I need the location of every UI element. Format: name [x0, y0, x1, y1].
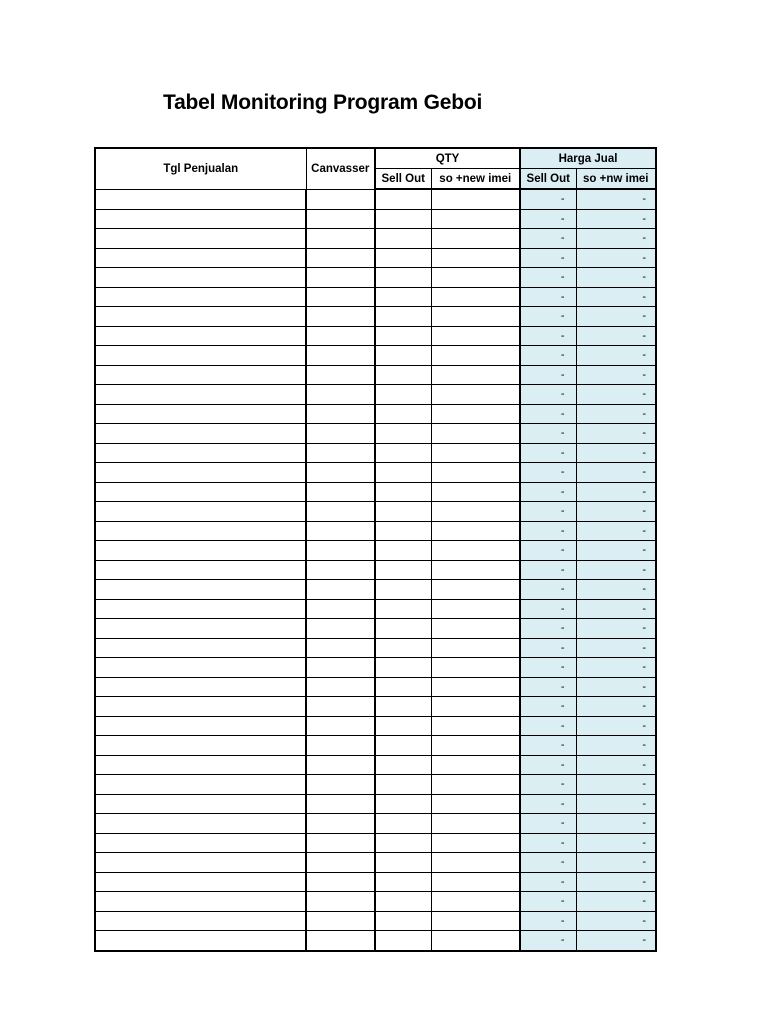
cell-harga-so-nw-imei: - — [576, 775, 656, 795]
cell-harga-so-nw-imei: - — [576, 658, 656, 678]
cell-harga-so-nw-imei: - — [576, 443, 656, 463]
cell-tgl-penjualan[interactable] — [95, 931, 306, 951]
cell-harga-sell-out: - — [520, 443, 576, 463]
cell-qty-so-new-imei[interactable] — [431, 248, 520, 268]
cell-canvasser[interactable] — [306, 677, 375, 697]
cell-qty-so-new-imei[interactable] — [431, 229, 520, 249]
cell-canvasser[interactable] — [306, 716, 375, 736]
cell-harga-sell-out: - — [520, 892, 576, 912]
cell-harga-sell-out: - — [520, 599, 576, 619]
cell-canvasser[interactable] — [306, 794, 375, 814]
cell-qty-sell-out[interactable] — [375, 502, 431, 522]
cell-tgl-penjualan[interactable] — [95, 209, 306, 229]
cell-canvasser[interactable] — [306, 443, 375, 463]
header-qty: QTY — [375, 148, 520, 169]
header-harga-so-nw-imei: so +nw imei — [576, 169, 656, 190]
cell-tgl-penjualan[interactable] — [95, 658, 306, 678]
cell-tgl-penjualan[interactable] — [95, 677, 306, 697]
cell-harga-so-nw-imei: - — [576, 229, 656, 249]
cell-tgl-penjualan[interactable] — [95, 463, 306, 483]
table-row — [95, 716, 656, 736]
cell-qty-sell-out[interactable] — [375, 307, 431, 327]
cell-canvasser[interactable] — [306, 365, 375, 385]
cell-canvasser[interactable] — [306, 521, 375, 541]
cell-qty-sell-out[interactable] — [375, 385, 431, 405]
cell-qty-so-new-imei[interactable] — [431, 268, 520, 288]
cell-qty-sell-out[interactable] — [375, 209, 431, 229]
cell-canvasser[interactable] — [306, 424, 375, 444]
table-row — [95, 931, 656, 951]
cell-tgl-penjualan[interactable] — [95, 580, 306, 600]
cell-harga-sell-out: - — [520, 482, 576, 502]
cell-qty-sell-out[interactable] — [375, 638, 431, 658]
cell-canvasser[interactable] — [306, 404, 375, 424]
cell-qty-sell-out[interactable] — [375, 658, 431, 678]
cell-qty-sell-out[interactable] — [375, 677, 431, 697]
cell-canvasser[interactable] — [306, 385, 375, 405]
table-row — [95, 443, 656, 463]
cell-tgl-penjualan[interactable] — [95, 599, 306, 619]
cell-qty-sell-out[interactable] — [375, 716, 431, 736]
cell-qty-sell-out[interactable] — [375, 853, 431, 873]
cell-harga-so-nw-imei: - — [576, 580, 656, 600]
cell-harga-sell-out: - — [520, 736, 576, 756]
cell-tgl-penjualan[interactable] — [95, 716, 306, 736]
cell-tgl-penjualan[interactable] — [95, 326, 306, 346]
table-row — [95, 307, 656, 327]
cell-qty-sell-out[interactable] — [375, 424, 431, 444]
cell-canvasser[interactable] — [306, 755, 375, 775]
table-row — [95, 853, 656, 873]
cell-tgl-penjualan[interactable] — [95, 482, 306, 502]
cell-tgl-penjualan[interactable] — [95, 911, 306, 931]
cell-qty-so-new-imei[interactable] — [431, 794, 520, 814]
cell-harga-sell-out: - — [520, 502, 576, 522]
table-row — [95, 755, 656, 775]
cell-canvasser[interactable] — [306, 638, 375, 658]
cell-canvasser[interactable] — [306, 287, 375, 307]
cell-qty-so-new-imei[interactable] — [431, 560, 520, 580]
cell-tgl-penjualan[interactable] — [95, 619, 306, 639]
cell-harga-sell-out: - — [520, 619, 576, 639]
cell-harga-sell-out: - — [520, 638, 576, 658]
cell-qty-so-new-imei[interactable] — [431, 189, 520, 209]
cell-harga-so-nw-imei: - — [576, 638, 656, 658]
cell-qty-sell-out[interactable] — [375, 580, 431, 600]
cell-qty-sell-out[interactable] — [375, 287, 431, 307]
cell-canvasser[interactable] — [306, 326, 375, 346]
cell-harga-so-nw-imei: - — [576, 326, 656, 346]
cell-qty-so-new-imei[interactable] — [431, 326, 520, 346]
cell-harga-so-nw-imei: - — [576, 209, 656, 229]
cell-qty-so-new-imei[interactable] — [431, 911, 520, 931]
table-row — [95, 541, 656, 561]
cell-qty-so-new-imei[interactable] — [431, 287, 520, 307]
cell-canvasser[interactable] — [306, 853, 375, 873]
cell-canvasser[interactable] — [306, 502, 375, 522]
cell-harga-so-nw-imei: - — [576, 287, 656, 307]
cell-qty-sell-out[interactable] — [375, 814, 431, 834]
header-tgl-penjualan: Tgl Penjualan — [95, 148, 306, 189]
cell-tgl-penjualan[interactable] — [95, 775, 306, 795]
cell-tgl-penjualan[interactable] — [95, 892, 306, 912]
cell-canvasser[interactable] — [306, 697, 375, 717]
cell-tgl-penjualan[interactable] — [95, 248, 306, 268]
cell-qty-sell-out[interactable] — [375, 697, 431, 717]
cell-harga-sell-out: - — [520, 521, 576, 541]
table-row — [95, 189, 656, 209]
cell-tgl-penjualan[interactable] — [95, 697, 306, 717]
cell-harga-sell-out: - — [520, 697, 576, 717]
cell-tgl-penjualan[interactable] — [95, 502, 306, 522]
cell-qty-so-new-imei[interactable] — [431, 482, 520, 502]
cell-harga-sell-out: - — [520, 911, 576, 931]
cell-qty-sell-out[interactable] — [375, 755, 431, 775]
cell-harga-so-nw-imei: - — [576, 560, 656, 580]
cell-qty-sell-out[interactable] — [375, 931, 431, 951]
cell-harga-so-nw-imei: - — [576, 911, 656, 931]
cell-canvasser[interactable] — [306, 229, 375, 249]
cell-harga-sell-out: - — [520, 794, 576, 814]
cell-harga-so-nw-imei: - — [576, 502, 656, 522]
cell-qty-so-new-imei[interactable] — [431, 716, 520, 736]
header-canvasser: Canvasser — [306, 148, 375, 189]
cell-tgl-penjualan[interactable] — [95, 833, 306, 853]
cell-harga-sell-out: - — [520, 424, 576, 444]
cell-tgl-penjualan[interactable] — [95, 424, 306, 444]
cell-tgl-penjualan[interactable] — [95, 443, 306, 463]
table-row — [95, 599, 656, 619]
cell-harga-sell-out: - — [520, 814, 576, 834]
cell-qty-so-new-imei[interactable] — [431, 580, 520, 600]
cell-tgl-penjualan[interactable] — [95, 346, 306, 366]
cell-qty-sell-out[interactable] — [375, 794, 431, 814]
cell-tgl-penjualan[interactable] — [95, 385, 306, 405]
table-row — [95, 775, 656, 795]
cell-qty-sell-out[interactable] — [375, 872, 431, 892]
cell-harga-sell-out: - — [520, 658, 576, 678]
cell-harga-sell-out: - — [520, 463, 576, 483]
cell-harga-so-nw-imei: - — [576, 482, 656, 502]
cell-canvasser[interactable] — [306, 911, 375, 931]
cell-qty-so-new-imei[interactable] — [431, 853, 520, 873]
table-row — [95, 892, 656, 912]
cell-qty-so-new-imei[interactable] — [431, 931, 520, 951]
cell-tgl-penjualan[interactable] — [95, 853, 306, 873]
header-harga-jual: Harga Jual — [520, 148, 656, 169]
cell-qty-so-new-imei[interactable] — [431, 443, 520, 463]
cell-harga-sell-out: - — [520, 931, 576, 951]
cell-harga-so-nw-imei: - — [576, 599, 656, 619]
page-title: Tabel Monitoring Program Geboi — [163, 91, 483, 114]
cell-qty-so-new-imei[interactable] — [431, 365, 520, 385]
cell-qty-sell-out[interactable] — [375, 268, 431, 288]
cell-harga-sell-out: - — [520, 326, 576, 346]
cell-canvasser[interactable] — [306, 892, 375, 912]
cell-harga-so-nw-imei: - — [576, 541, 656, 561]
table-row — [95, 619, 656, 639]
cell-harga-so-nw-imei: - — [576, 892, 656, 912]
cell-canvasser[interactable] — [306, 872, 375, 892]
cell-qty-sell-out[interactable] — [375, 346, 431, 366]
table-row — [95, 521, 656, 541]
cell-canvasser[interactable] — [306, 209, 375, 229]
cell-canvasser[interactable] — [306, 560, 375, 580]
cell-harga-so-nw-imei: - — [576, 716, 656, 736]
cell-harga-sell-out: - — [520, 541, 576, 561]
table-row — [95, 736, 656, 756]
monitoring-table — [94, 147, 657, 952]
table-row — [95, 268, 656, 288]
cell-canvasser[interactable] — [306, 463, 375, 483]
cell-tgl-penjualan[interactable] — [95, 189, 306, 209]
cell-tgl-penjualan[interactable] — [95, 307, 306, 327]
cell-tgl-penjualan[interactable] — [95, 541, 306, 561]
cell-tgl-penjualan[interactable] — [95, 521, 306, 541]
cell-qty-sell-out[interactable] — [375, 248, 431, 268]
table-row — [95, 482, 656, 502]
cell-qty-so-new-imei[interactable] — [431, 385, 520, 405]
cell-qty-so-new-imei[interactable] — [431, 521, 520, 541]
cell-qty-sell-out[interactable] — [375, 326, 431, 346]
cell-qty-sell-out[interactable] — [375, 833, 431, 853]
cell-qty-so-new-imei[interactable] — [431, 872, 520, 892]
cell-harga-so-nw-imei: - — [576, 404, 656, 424]
cell-harga-sell-out: - — [520, 229, 576, 249]
cell-harga-so-nw-imei: - — [576, 424, 656, 444]
cell-harga-sell-out: - — [520, 404, 576, 424]
cell-harga-sell-out: - — [520, 385, 576, 405]
cell-qty-so-new-imei[interactable] — [431, 833, 520, 853]
cell-qty-sell-out[interactable] — [375, 775, 431, 795]
cell-harga-sell-out: - — [520, 209, 576, 229]
cell-qty-sell-out[interactable] — [375, 365, 431, 385]
cell-qty-sell-out[interactable] — [375, 521, 431, 541]
cell-qty-so-new-imei[interactable] — [431, 697, 520, 717]
cell-qty-sell-out[interactable] — [375, 911, 431, 931]
header-qty-so-new-imei: so +new imei — [431, 169, 520, 190]
cell-harga-so-nw-imei: - — [576, 814, 656, 834]
cell-tgl-penjualan[interactable] — [95, 560, 306, 580]
cell-qty-so-new-imei[interactable] — [431, 502, 520, 522]
cell-canvasser[interactable] — [306, 541, 375, 561]
table-row — [95, 287, 656, 307]
cell-tgl-penjualan[interactable] — [95, 814, 306, 834]
table-row — [95, 346, 656, 366]
table-row — [95, 833, 656, 853]
cell-tgl-penjualan[interactable] — [95, 268, 306, 288]
cell-harga-so-nw-imei: - — [576, 248, 656, 268]
cell-harga-sell-out: - — [520, 580, 576, 600]
cell-harga-so-nw-imei: - — [576, 755, 656, 775]
table-row — [95, 911, 656, 931]
cell-tgl-penjualan[interactable] — [95, 736, 306, 756]
cell-qty-so-new-imei[interactable] — [431, 619, 520, 639]
cell-qty-so-new-imei[interactable] — [431, 755, 520, 775]
cell-qty-sell-out[interactable] — [375, 404, 431, 424]
table-row — [95, 814, 656, 834]
cell-harga-so-nw-imei: - — [576, 385, 656, 405]
cell-qty-so-new-imei[interactable] — [431, 775, 520, 795]
table-body — [95, 189, 656, 951]
cell-qty-sell-out[interactable] — [375, 541, 431, 561]
table-row — [95, 560, 656, 580]
cell-qty-so-new-imei[interactable] — [431, 638, 520, 658]
cell-harga-sell-out: - — [520, 346, 576, 366]
cell-tgl-penjualan[interactable] — [95, 638, 306, 658]
cell-tgl-penjualan[interactable] — [95, 872, 306, 892]
table-row — [95, 229, 656, 249]
table-row — [95, 209, 656, 229]
cell-canvasser[interactable] — [306, 658, 375, 678]
table-row — [95, 424, 656, 444]
header-row-top — [95, 148, 656, 169]
cell-qty-sell-out[interactable] — [375, 892, 431, 912]
cell-canvasser[interactable] — [306, 346, 375, 366]
cell-tgl-penjualan[interactable] — [95, 404, 306, 424]
cell-qty-so-new-imei[interactable] — [431, 599, 520, 619]
header-harga-sell-out: Sell Out — [520, 169, 576, 190]
cell-canvasser[interactable] — [306, 775, 375, 795]
table-row — [95, 502, 656, 522]
cell-qty-sell-out[interactable] — [375, 619, 431, 639]
cell-qty-sell-out[interactable] — [375, 736, 431, 756]
table-row — [95, 638, 656, 658]
table-row — [95, 872, 656, 892]
cell-qty-so-new-imei[interactable] — [431, 307, 520, 327]
cell-harga-so-nw-imei: - — [576, 268, 656, 288]
cell-qty-sell-out[interactable] — [375, 482, 431, 502]
cell-harga-sell-out: - — [520, 853, 576, 873]
cell-canvasser[interactable] — [306, 833, 375, 853]
cell-canvasser[interactable] — [306, 736, 375, 756]
cell-qty-sell-out[interactable] — [375, 463, 431, 483]
cell-harga-so-nw-imei: - — [576, 677, 656, 697]
cell-qty-sell-out[interactable] — [375, 443, 431, 463]
cell-qty-sell-out[interactable] — [375, 229, 431, 249]
cell-harga-sell-out: - — [520, 755, 576, 775]
cell-qty-so-new-imei[interactable] — [431, 541, 520, 561]
table-row — [95, 326, 656, 346]
cell-harga-sell-out: - — [520, 560, 576, 580]
cell-harga-sell-out: - — [520, 833, 576, 853]
table-header — [95, 148, 656, 189]
cell-harga-so-nw-imei: - — [576, 463, 656, 483]
cell-canvasser[interactable] — [306, 599, 375, 619]
cell-harga-sell-out: - — [520, 287, 576, 307]
cell-tgl-penjualan[interactable] — [95, 229, 306, 249]
cell-qty-so-new-imei[interactable] — [431, 677, 520, 697]
cell-harga-so-nw-imei: - — [576, 365, 656, 385]
cell-canvasser[interactable] — [306, 268, 375, 288]
table-row — [95, 248, 656, 268]
cell-harga-so-nw-imei: - — [576, 736, 656, 756]
cell-harga-so-nw-imei: - — [576, 931, 656, 951]
cell-harga-sell-out: - — [520, 268, 576, 288]
cell-qty-sell-out[interactable] — [375, 189, 431, 209]
cell-canvasser[interactable] — [306, 619, 375, 639]
cell-harga-so-nw-imei: - — [576, 307, 656, 327]
cell-qty-so-new-imei[interactable] — [431, 463, 520, 483]
cell-harga-sell-out: - — [520, 716, 576, 736]
cell-harga-so-nw-imei: - — [576, 872, 656, 892]
cell-canvasser[interactable] — [306, 248, 375, 268]
table-row — [95, 697, 656, 717]
cell-harga-so-nw-imei: - — [576, 346, 656, 366]
cell-harga-sell-out: - — [520, 677, 576, 697]
cell-harga-so-nw-imei: - — [576, 189, 656, 209]
cell-tgl-penjualan[interactable] — [95, 365, 306, 385]
cell-qty-so-new-imei[interactable] — [431, 404, 520, 424]
cell-qty-so-new-imei[interactable] — [431, 424, 520, 444]
cell-harga-sell-out: - — [520, 365, 576, 385]
cell-canvasser[interactable] — [306, 189, 375, 209]
cell-canvasser[interactable] — [306, 580, 375, 600]
table-row — [95, 580, 656, 600]
cell-qty-so-new-imei[interactable] — [431, 814, 520, 834]
cell-canvasser[interactable] — [306, 482, 375, 502]
cell-harga-sell-out: - — [520, 248, 576, 268]
cell-tgl-penjualan[interactable] — [95, 755, 306, 775]
cell-canvasser[interactable] — [306, 307, 375, 327]
cell-harga-so-nw-imei: - — [576, 521, 656, 541]
cell-qty-so-new-imei[interactable] — [431, 209, 520, 229]
cell-harga-sell-out: - — [520, 307, 576, 327]
cell-canvasser[interactable] — [306, 814, 375, 834]
table-row — [95, 794, 656, 814]
cell-harga-sell-out: - — [520, 775, 576, 795]
table-row — [95, 404, 656, 424]
cell-canvasser[interactable] — [306, 931, 375, 951]
table-row — [95, 463, 656, 483]
cell-harga-sell-out: - — [520, 872, 576, 892]
cell-qty-so-new-imei[interactable] — [431, 892, 520, 912]
table-row — [95, 658, 656, 678]
header-qty-sell-out: Sell Out — [375, 169, 431, 190]
cell-harga-sell-out: - — [520, 189, 576, 209]
cell-harga-so-nw-imei: - — [576, 619, 656, 639]
cell-qty-so-new-imei[interactable] — [431, 658, 520, 678]
cell-tgl-penjualan[interactable] — [95, 287, 306, 307]
cell-harga-so-nw-imei: - — [576, 697, 656, 717]
cell-harga-so-nw-imei: - — [576, 853, 656, 873]
cell-harga-so-nw-imei: - — [576, 794, 656, 814]
cell-qty-so-new-imei[interactable] — [431, 736, 520, 756]
cell-qty-sell-out[interactable] — [375, 560, 431, 580]
cell-qty-so-new-imei[interactable] — [431, 346, 520, 366]
table-row — [95, 677, 656, 697]
table-row — [95, 365, 656, 385]
cell-tgl-penjualan[interactable] — [95, 794, 306, 814]
cell-harga-so-nw-imei: - — [576, 833, 656, 853]
cell-qty-sell-out[interactable] — [375, 599, 431, 619]
table-row — [95, 385, 656, 405]
